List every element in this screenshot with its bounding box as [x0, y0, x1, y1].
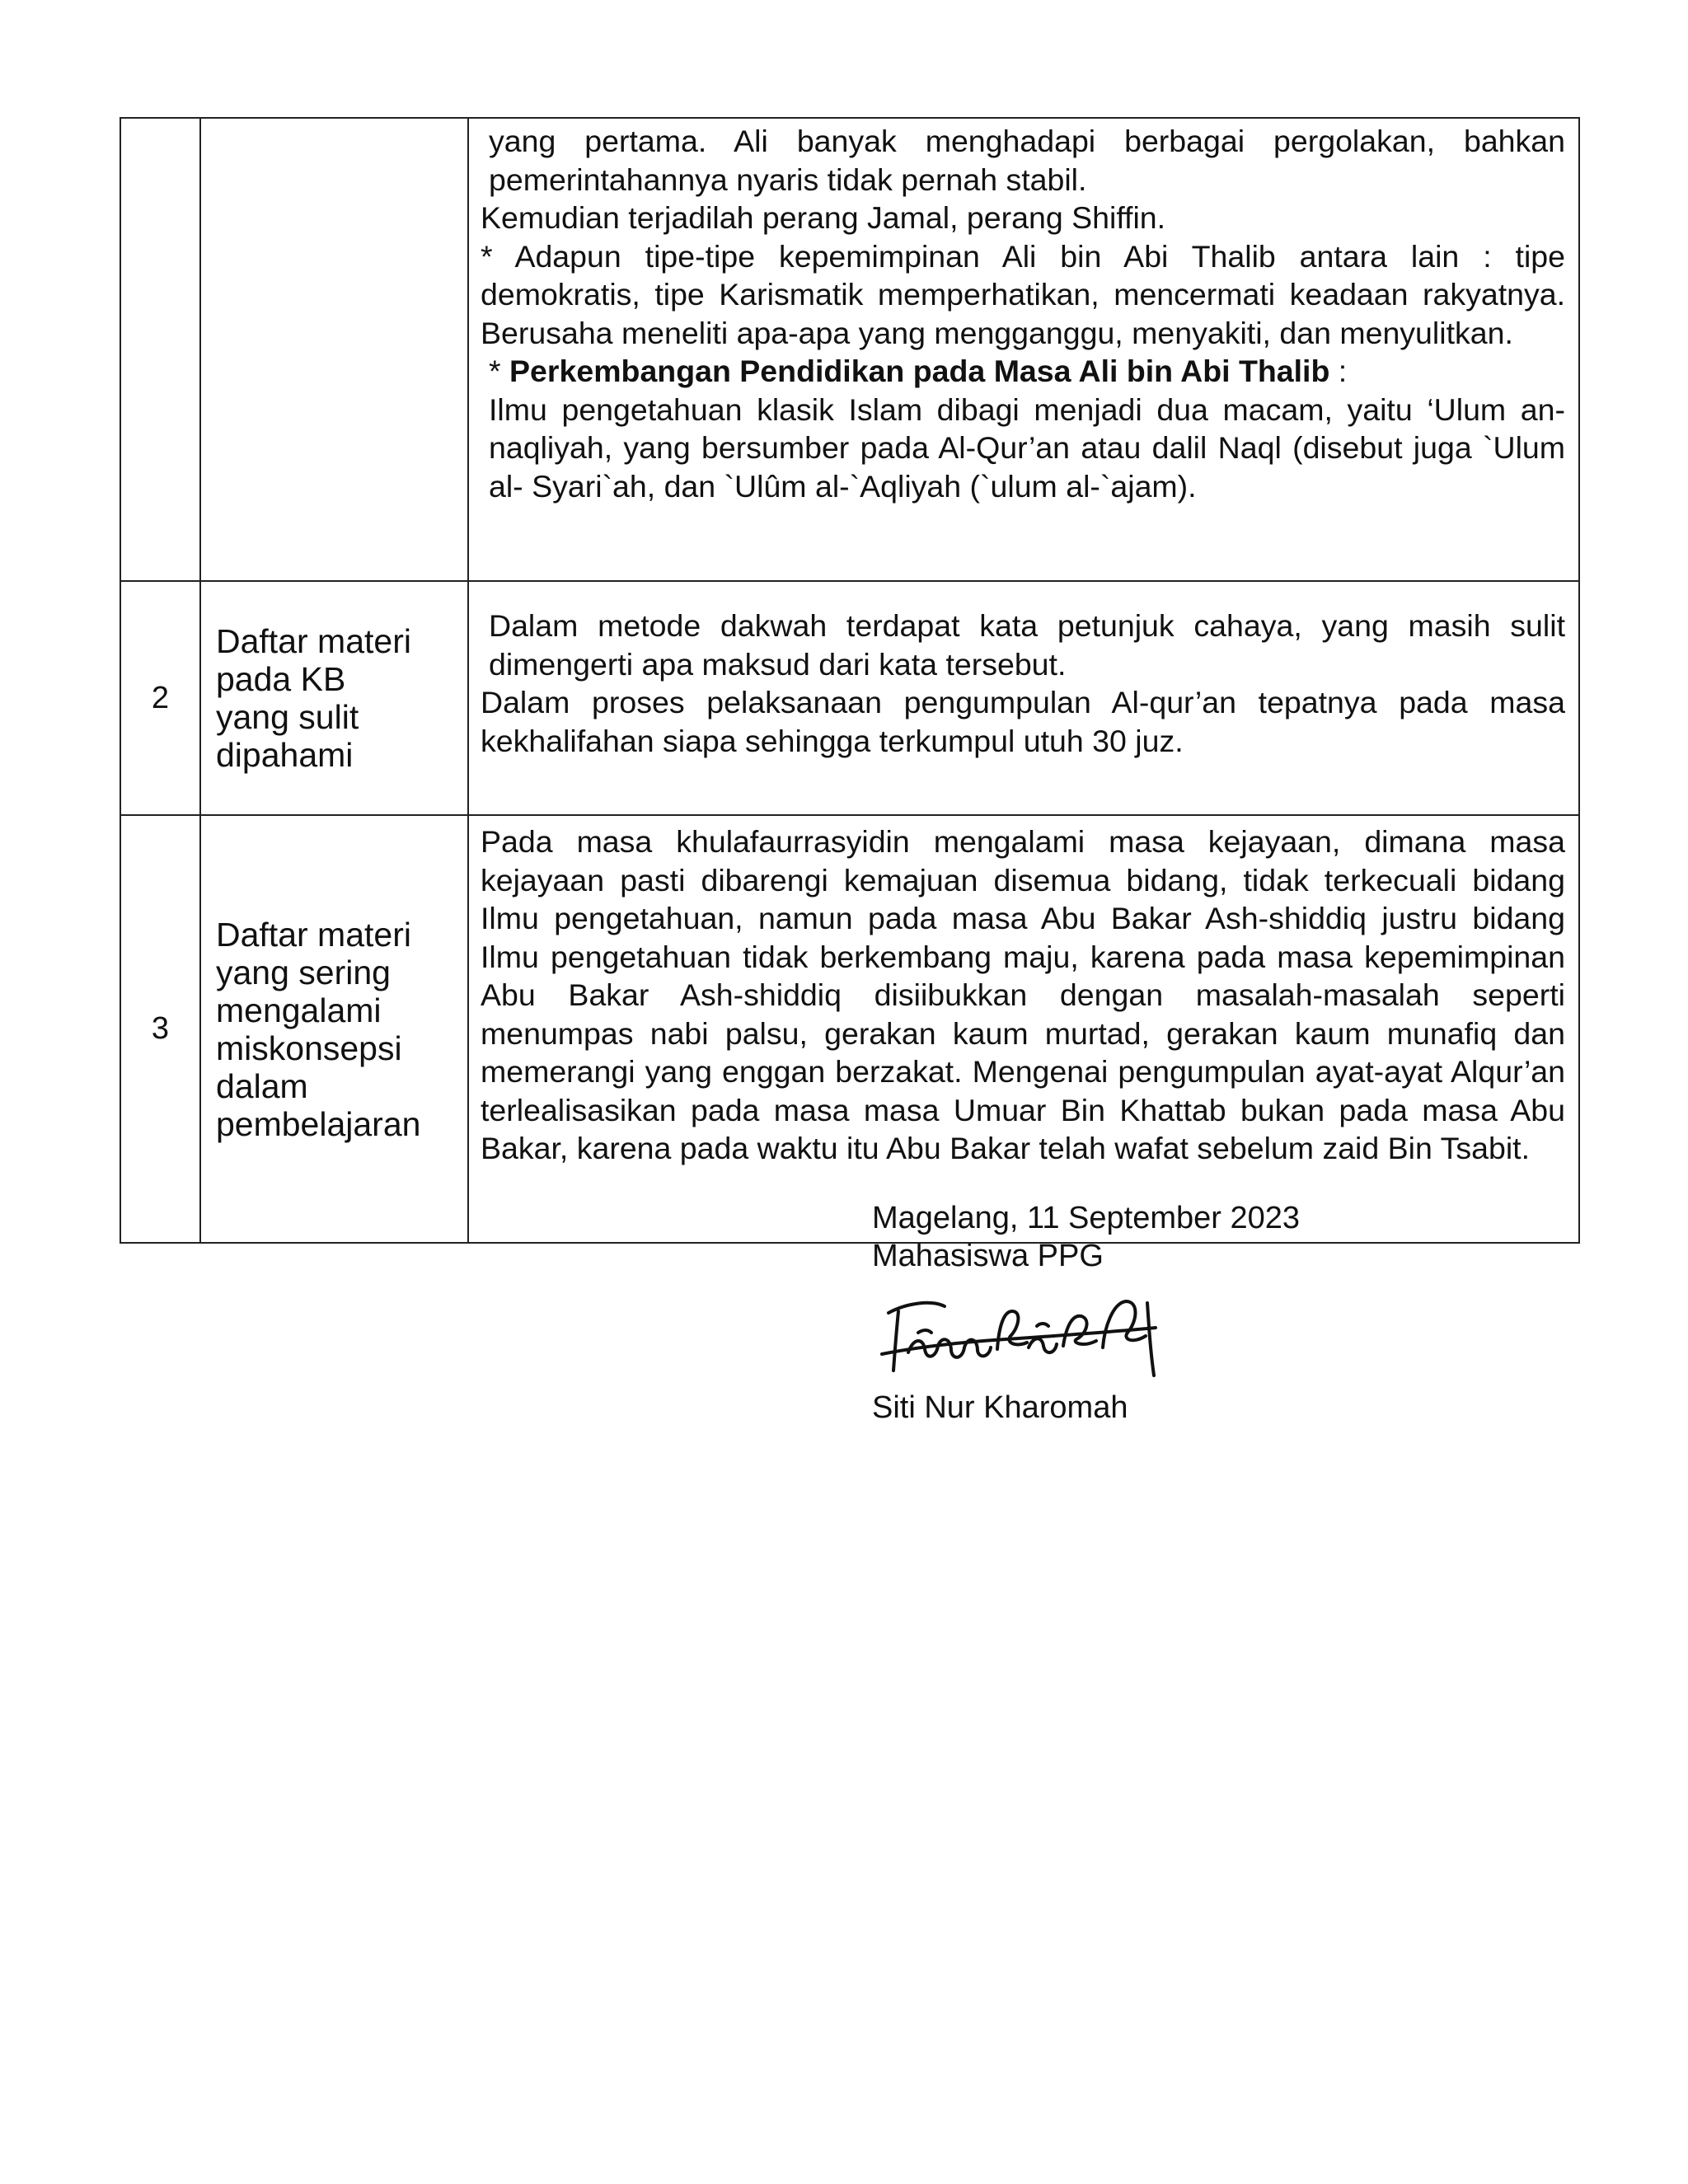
content-paragraph: Pada masa khulafaurrasyidin mengalami masa kejayaan, dimana masa kejayaan pasti dibarengi kemajuan disemua bidang, tidak terkecuali bidang Ilmu pengetahuan, namun pada masa Abu Bakar Ash-shiddiq justru bidang Ilmu pengetahuan tidak berkembang maju, karena pada masa kepemimpinan Abu Bakar Ash-shiddiq disiibukkan dengan masalah-masalah seperti menumpas nabi palsu, gerakan kaum murtad, gerakan kaum munafiq dan memerangi yang enggan berzakat. Mengenai pengumpulan ayat-ayat Alqur’an terlealisasikan pada masa masa Umuar Bin Khattab bukan pada masa Abu Bakar, karena pada waktu itu Abu Bakar telah wafat sebelum zaid Bin Tsabit.	[481, 824, 1565, 1165]
content-paragraph: Dalam metode dakwah terdapat kata petunjuk cahaya, yang masih sulit dimengerti apa maksud dari kata tersebut.	[489, 608, 1565, 682]
heading-text: Perkembangan Pendidikan pada Masa Ali bin Abi Thalib	[509, 354, 1330, 388]
label-line: Daftar materi	[216, 622, 411, 660]
content-paragraph: * Adapun tipe-tipe kepemimpinan Ali bin Abi Thalib antara lain : tipe demokratis, tipe Karismatik memperhatikan, mencermati keadaan rakyatnya. Berusaha meneliti apa-apa yang mengganggu, menyakiti, dan menyulitkan.	[481, 238, 1565, 350]
label-line: pada KB	[216, 660, 346, 698]
label-line: dipahami	[216, 736, 354, 774]
heading-bullet: *	[489, 354, 510, 388]
label-line: miskonsepsi	[216, 1029, 402, 1067]
content-paragraph: Ilmu pengetahuan klasik Islam dibagi menjadi dua macam, yaitu ‘Ulum an- naqliyah, yang bersumber pada Al-Qur’an atau dalil Naql (disebut juga `Ulum al- Syari`ah, dan `Ulûm al-`Aqliyah (`ulum al-`ajam).	[489, 391, 1565, 504]
label-line: dalam	[216, 1066, 308, 1105]
row-label	[200, 815, 468, 1243]
label-line: pembelajaran	[216, 1104, 421, 1143]
heading-suffix: :	[1329, 354, 1348, 388]
row-number: 3	[120, 815, 200, 1243]
content-paragraph: Dalam proses pelaksanaan pengumpulan Al-qur’an tepatnya pada masa kekhalifahan siapa sehingga terkumpul utuh 30 juz.	[481, 685, 1565, 758]
materials-table	[120, 117, 1580, 1244]
section-heading	[481, 352, 1565, 391]
label-line: yang sulit	[216, 698, 359, 736]
table-row	[120, 581, 1579, 815]
signature-block	[872, 1199, 1300, 1427]
signer-role: Mahasiswa PPG	[872, 1239, 1104, 1273]
row-content	[468, 815, 1579, 1243]
label-line: mengalami	[216, 991, 382, 1029]
table-row	[120, 118, 1579, 581]
content-paragraph: Kemudian terjadilah perang Jamal, perang Shiffin.	[481, 200, 1166, 235]
row-number	[120, 118, 200, 581]
row-content	[468, 581, 1579, 815]
row-label	[200, 581, 468, 815]
place-date: Magelang, 11 September 2023	[872, 1201, 1300, 1235]
label-line: Daftar materi	[216, 915, 411, 954]
handwritten-signature	[865, 1278, 1170, 1385]
row-label	[200, 118, 468, 581]
label-line: yang sering	[216, 953, 391, 991]
signer-name: Siti Nur Kharomah	[872, 1390, 1128, 1425]
content-paragraph: yang pertama. Ali banyak menghadapi berbagai pergolakan, bahkan pemerintahannya nyaris tidak pernah stabil.	[489, 124, 1565, 197]
row-content	[468, 118, 1579, 581]
table-row	[120, 815, 1579, 1243]
row-number: 2	[120, 581, 200, 815]
